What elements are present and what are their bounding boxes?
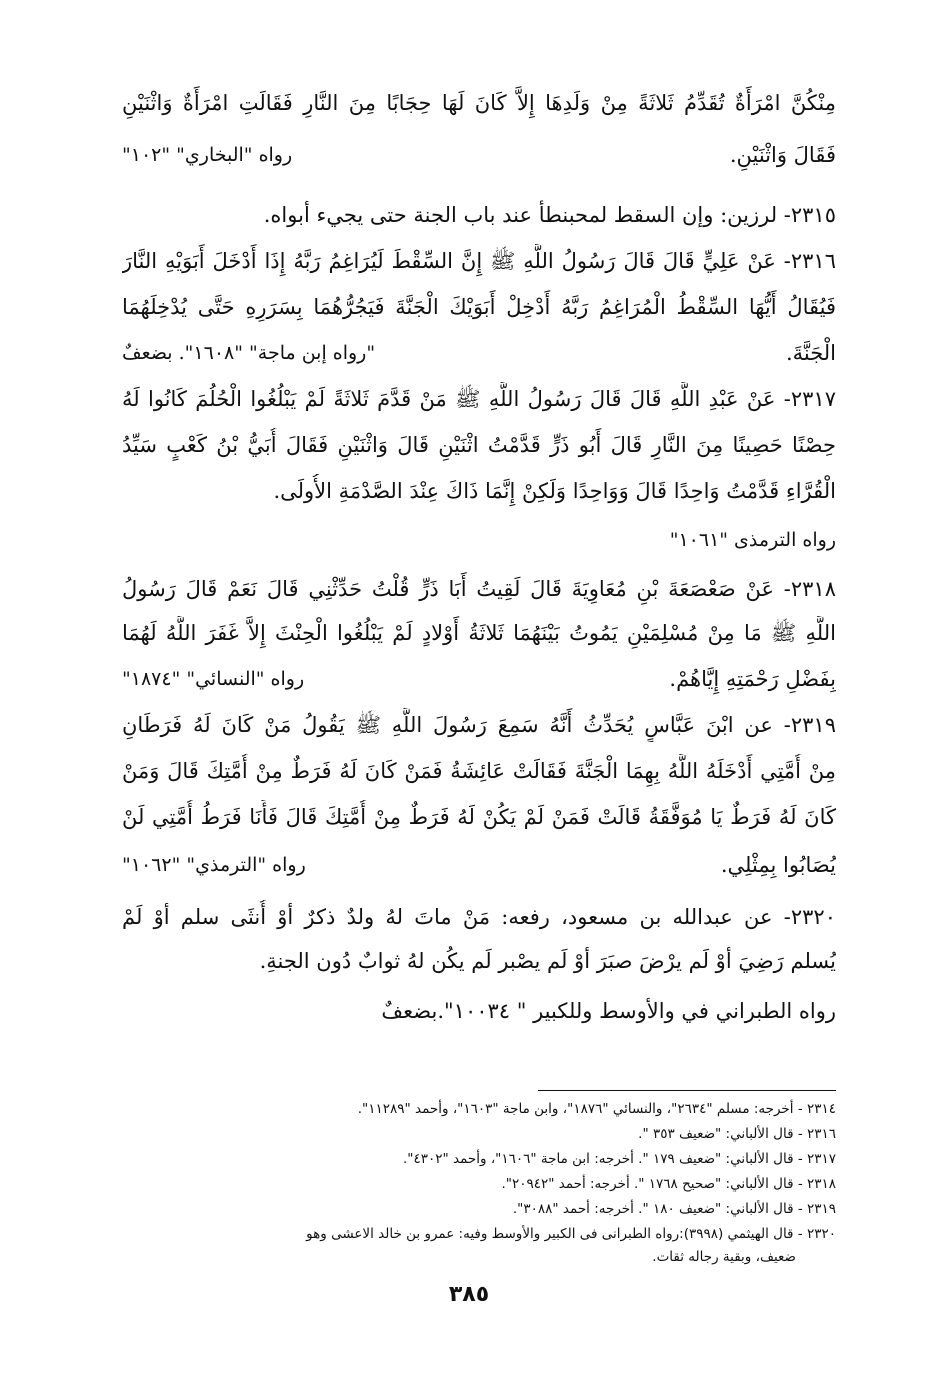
text-line: مِنْ أُمَّتِي أَدْخَلَهُ اللَّهُ بِهِمَا الْجَنَّةَ فَقَالَتْ عَائِشَةُ فَمَنْ كَانَ لَهُ فَرَطٌ مِنْ أُمَّتِكَ قَالَ وَمَنْ — [122, 759, 836, 783]
text-line — [122, 138, 836, 172]
text-line-body: فَقَالَ وَاثْنَيْنِ. — [729, 143, 836, 167]
text-line: ٢٣١٥- لرزين: وإن السقط لمحبنطأ عند باب الجنة حتى يجيء أبواه. — [263, 203, 836, 227]
text-line: اللَّهِ ﷺ مَا مِنْ مُسْلِمَيْنِ يَمُوتُ بَيْنَهُمَا ثَلاثَةُ أَوْلادٍ لَمْ يَبْلُغُوا الْحِنْثَ إِلاَّ غَفَرَ اللَّهُ لَهُمَا — [122, 621, 836, 645]
text-line: الْقُرَّاءِ قَدَّمْتُ وَاحِدًا قَالَ وَوَاحِدًا وَلَكِنْ إِنَّمَا ذَاكَ عِنْدَ الصَّدْمَةِ الأُولَى. — [273, 479, 836, 503]
text-line: رواه الطبراني في والأوسط وللكبير " ١٠٠٣٤".بضعفٌ — [381, 999, 836, 1023]
text-line — [122, 336, 836, 370]
text-line-body: يُصَابُوا بِمِثْلِي. — [720, 853, 836, 877]
text-line — [122, 662, 836, 696]
text-line: ٢٣١٦- عَنْ عَلِيٍّ قَالَ قَالَ رَسُولُ اللَّهِ ﷺ إِنَّ السِّقْطَ لَيُرَاغِمُ رَبَّهُ إِذَا أَدْخَلَ أَبَوَيْهِ النَّارَ — [122, 249, 836, 273]
source-citation: رواه "البخاري" "١٠٢" — [122, 144, 293, 166]
footnote: ٢٣١٩ - قال الألباني: "ضعيف ١٨٠ ". أخرجه: أحمد "٣٠٨٨". — [512, 1201, 836, 1217]
text-line: مِنْكُنَّ امْرَأَةٌ تُقَدِّمُ ثَلاثَةً مِنْ وَلَدِهَا إِلاَّ كَانَ لَهَا حِجَابًا مِنَ النَّارِ فَقَالَتِ امْرَأَةٌ وَاثْنَيْنِ — [122, 91, 836, 115]
text-line: ٢٣٢٠- عن عبدالله بن مسعود، رفعه: مَنْ ماتَ لهُ ولدٌ ذكرٌ أوْ أُنثَى سلم أوْ لَمْ — [122, 905, 836, 929]
text-line: كَانَ لَهُ فَرَطٌ يَا مُوَفَّقَةُ قَالَتْ فَمَنْ لَمْ يَكُنْ لَهُ فَرَطٌ مِنْ أُمَّتِكَ قَالَ فَأَنَا فَرَطُ أُمَّتِي لَنْ — [122, 805, 836, 829]
page-number: ٣٨٥ — [448, 1282, 490, 1307]
text-line: ٢٣١٩- عن ابْنَ عَبَّاسٍ يُحَدِّثُ أَنَّهُ سَمِعَ رَسُولَ اللَّهِ ﷺ يَقُولُ مَنْ كَانَ لَهُ فَرَطَانِ — [122, 713, 836, 737]
text-line — [122, 522, 836, 557]
text-line: ٢٣١٨- عَنْ صَعْصَعَةَ بْنِ مُعَاوِيَةَ قَالَ لَقِيتُ أَبَا ذَرٍّ قُلْتُ حَدِّثْنِي قَالَ نَعَمْ قَالَ رَسُولُ — [122, 577, 836, 601]
source-citation: رواه الترمذى "١٠٦١" — [669, 529, 836, 551]
source-citation: رواه "النسائي" "١٨٧٤" — [122, 668, 305, 690]
text-line: حِصْنًا حَصِينًا مِنَ النَّارِ قَالَ أَبُو ذَرٍّ قَدَّمْتُ اثْنَيْنِ قَالَ وَاثْنَيْنِ فَقَالَ أُبَيُّ بْنُ كَعْبٍ سَيِّدُ — [122, 433, 836, 457]
text-line — [122, 848, 836, 882]
text-line: يُسلم رَضِيَ أوْ لَم يرْضَ صبَرَ أوْ لَم يصْبر لَم يكُن لهُ ثوابٌ دُون الجنةِ. — [259, 949, 836, 973]
text-line-body: بِفَضْلِ رَحْمَتِهِ إِيَّاهُمْ. — [669, 667, 836, 691]
footnote: ٢٣١٤ - أخرجه: مسلم "٢٦٣٤"، والنسائي "١٨٧٦"، وابن ماجة "١٦٠٣"، وأحمد "١١٢٨٩". — [357, 1101, 836, 1117]
text-line: ٢٣١٧- عَنْ عَبْدِ اللَّهِ قَالَ قَالَ رَسُولُ اللَّهِ ﷺ مَنْ قَدَّمَ ثَلاثَةً لَمْ يَبْلُغُوا الْحُلُمَ كَانُوا لَهُ — [122, 387, 836, 411]
footnote: ضعيف، وبقية رجاله ثقات. — [652, 1249, 796, 1265]
footnote: ٢٣١٧ - قال الألباني: "ضعيف ١٧٩ ". أخرجه: ابن ماجة "١٦٠٦"، وأحمد "٤٣٠٢". — [402, 1151, 836, 1167]
source-citation: "رواه إبن ماجة" "١٦٠٨". بضعفٌ — [122, 342, 376, 364]
footnote: ٢٣١٦ - قال الألباني: "ضعيف ٣٥٣ ". — [638, 1126, 836, 1142]
footnote: ٢٣١٨ - قال الألباني: "صحيح ١٧٦٨ ". أخرجه: أحمد "٢٠٩٤٢". — [501, 1176, 836, 1192]
footnote: ٢٣٢٠ - قال الهيثمي (٣٩٩٨):رواه الطبرانى فى الكبير والأوسط وفيه: عمرو بن خالد الاعشى وهو — [306, 1226, 836, 1242]
footnote-separator — [538, 1090, 836, 1091]
source-citation: رواه "الترمذي" "١٠٦٢" — [122, 854, 306, 876]
text-line: فَيُقَالُ أَيُّهَا السِّقْطُ الْمُرَاغِمُ رَبَّهُ أَدْخِلْ أَبَوَيْكَ الْجَنَّةَ فَيَجُرُّهُمَا بِسَرَرِهِ حَتَّى يُدْخِلَهُمَا — [122, 295, 836, 319]
text-line-body: الْجَنَّةَ. — [785, 341, 836, 365]
